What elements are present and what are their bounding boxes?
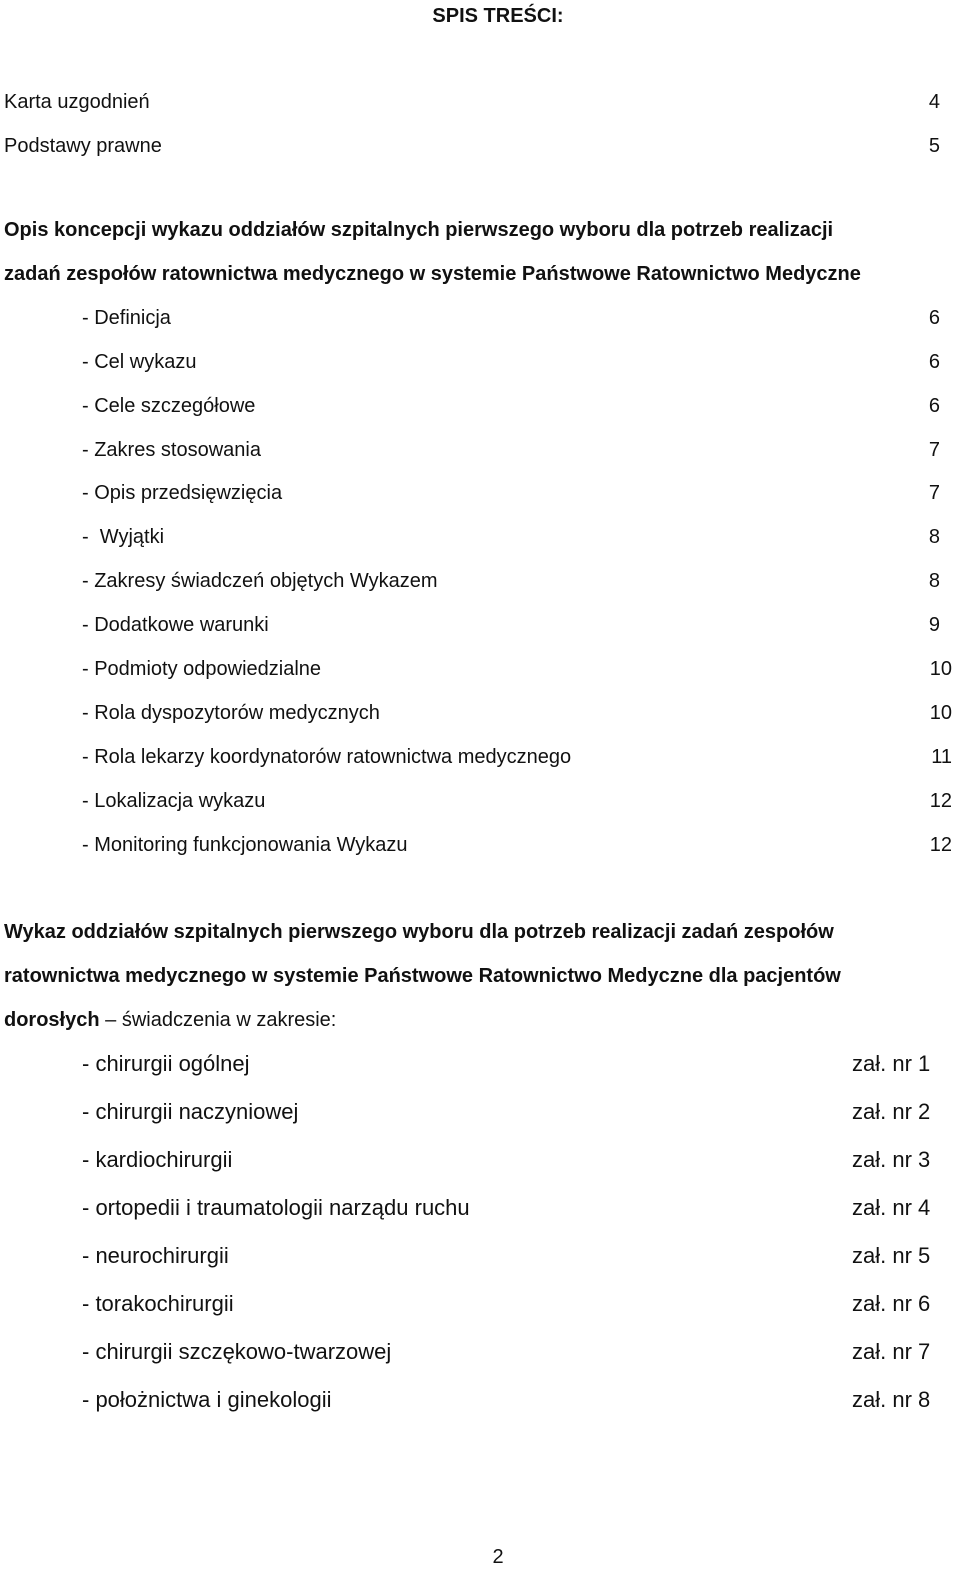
toc-entry-label: Karta uzgodnień bbox=[4, 91, 150, 113]
toc-entry-ref: zał. nr 2 bbox=[852, 1099, 931, 1124]
section-heading-line: Wykaz oddziałów szpitalnych pierwszego wyboru dla potrzeb realizacji zadań zespołów bbox=[4, 921, 834, 943]
toc-entry-label: - chirurgii ogólnej bbox=[82, 1051, 250, 1076]
toc-entry-label: - kardiochirurgii bbox=[82, 1147, 233, 1172]
toc-entry-label: - Zakres stosowania bbox=[82, 439, 261, 461]
toc-entry-label: - Monitoring funkcjonowania Wykazu bbox=[82, 834, 408, 856]
toc-entry-label: - neurochirurgii bbox=[82, 1243, 229, 1268]
toc-entry-page: 6 bbox=[928, 395, 940, 417]
toc-entry-page: 9 bbox=[928, 614, 940, 636]
toc-entry-ref: zał. nr 4 bbox=[852, 1195, 931, 1220]
toc-entry-ref: zał. nr 7 bbox=[852, 1339, 931, 1364]
toc-entry-page: 10 bbox=[929, 702, 952, 724]
toc-entry-label: - Wyjątki bbox=[82, 526, 165, 548]
toc-entry-label: - Definicja bbox=[82, 307, 171, 329]
toc-entry-page: 8 bbox=[928, 570, 940, 592]
toc-entry-label: - położnictwa i ginekologii bbox=[82, 1387, 332, 1412]
section-heading-bold: dorosłych bbox=[4, 1009, 100, 1031]
toc-entry-page: 6 bbox=[928, 307, 940, 329]
toc-entry-label: - Dodatkowe warunki bbox=[82, 614, 269, 636]
toc-entry-label: - Zakresy świadczeń objętych Wykazem bbox=[82, 570, 438, 592]
toc-entry-label: - ortopedii i traumatologii narządu ruchu bbox=[82, 1195, 470, 1220]
section-heading-line: ratownictwa medycznego w systemie Państwowe Ratownictwo Medyczne dla pacjentów bbox=[4, 965, 841, 987]
toc-entry-ref: zał. nr 1 bbox=[852, 1051, 931, 1076]
toc-entry-page: 12 bbox=[929, 834, 952, 856]
toc-entry-page: 4 bbox=[928, 91, 940, 113]
toc-entry-label: - torakochirurgii bbox=[82, 1291, 234, 1316]
toc-entry-label: - Lokalizacja wykazu bbox=[82, 790, 266, 812]
toc-entry-ref: zał. nr 8 bbox=[852, 1387, 931, 1412]
page-title: SPIS TREŚCI: bbox=[432, 5, 564, 27]
toc-entry-label: - Cel wykazu bbox=[82, 351, 197, 373]
toc-entry-page: 5 bbox=[928, 135, 940, 157]
toc-entry-label: - Cele szczegółowe bbox=[82, 395, 256, 417]
toc-entry-page: 12 bbox=[929, 790, 952, 812]
toc-entry-label: - Opis przedsięwzięcia bbox=[82, 482, 283, 504]
toc-entry-label: - Rola dyspozytorów medycznych bbox=[82, 702, 380, 724]
toc-entry-page: 11 bbox=[931, 746, 952, 768]
toc-entry-label: - Rola lekarzy koordynatorów ratownictwa medycznego bbox=[82, 746, 572, 768]
toc-entry-label: Podstawy prawne bbox=[4, 135, 162, 157]
section-heading-rest: – świadczenia w zakresie: bbox=[99, 1009, 337, 1031]
toc-entry-page: 10 bbox=[929, 658, 952, 680]
toc-entry-ref: zał. nr 5 bbox=[852, 1243, 931, 1268]
toc-entry-page: 6 bbox=[928, 351, 940, 373]
section-heading-line: Opis koncepcji wykazu oddziałów szpitalnych pierwszego wyboru dla potrzeb realizacji bbox=[4, 219, 834, 241]
toc-entry-ref: zał. nr 6 bbox=[852, 1291, 931, 1316]
toc-entry-page: 8 bbox=[928, 526, 940, 548]
page-number: 2 bbox=[492, 1546, 504, 1568]
section-heading-line: zadań zespołów ratownictwa medycznego w systemie Państwowe Ratownictwo Medyczne bbox=[4, 263, 861, 285]
toc-entry-label: - chirurgii naczyniowej bbox=[82, 1099, 299, 1124]
section-heading-line bbox=[4, 1008, 336, 1032]
toc-entry-page: 7 bbox=[928, 482, 940, 504]
toc-entry-page: 7 bbox=[928, 439, 940, 461]
toc-entry-label: - chirurgii szczękowo-twarzowej bbox=[82, 1339, 392, 1364]
toc-entry-label: - Podmioty odpowiedzialne bbox=[82, 658, 322, 680]
toc-entry-ref: zał. nr 3 bbox=[852, 1147, 931, 1172]
